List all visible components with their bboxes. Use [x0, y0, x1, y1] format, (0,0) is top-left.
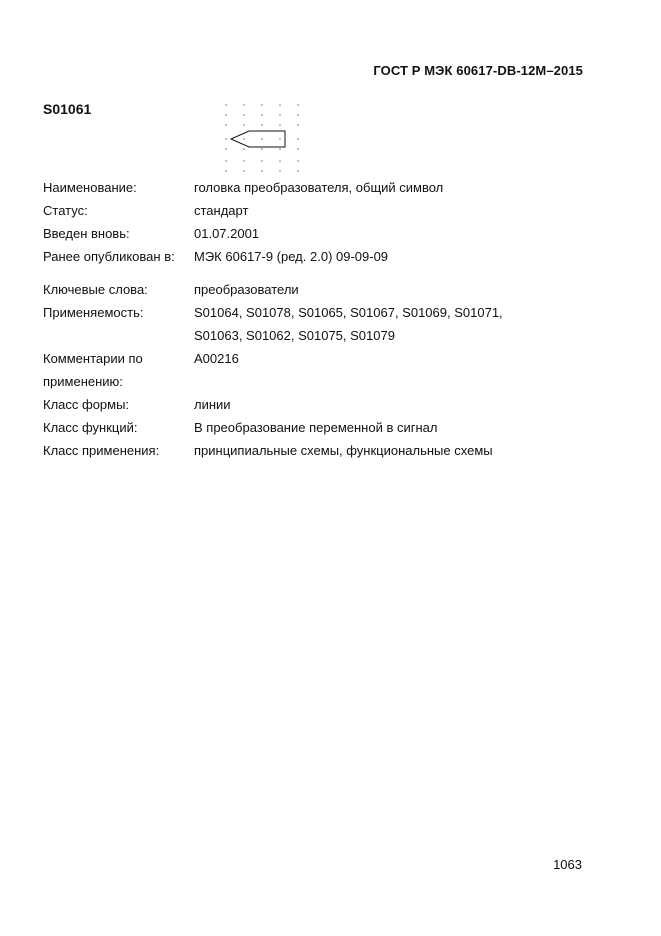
- value-comments: A00216: [194, 351, 239, 366]
- value-keywords: преобразователи: [194, 282, 299, 297]
- value-applicability-line1: S01064, S01078, S01065, S01067, S01069, S01071,: [194, 305, 503, 320]
- label-keywords: Ключевые слова:: [43, 282, 148, 297]
- value-published: МЭК 60617-9 (ред. 2.0) 09-09-09: [194, 249, 389, 264]
- label-published: Ранее опубликован в:: [43, 249, 175, 264]
- label-comments-cont: применению:: [43, 374, 123, 389]
- document-header: ГОСТ Р МЭК 60617-DB-12M–2015: [373, 63, 583, 78]
- symbol-code: S01061: [43, 101, 92, 117]
- label-form-class: Класс формы:: [43, 397, 130, 412]
- value-introduced: 01.07.2001: [194, 226, 260, 241]
- transducer-head-icon: [222, 101, 302, 173]
- label-app-class: Класс применения:: [43, 443, 160, 458]
- value-function-class: В преобразование переменной в сигнал: [194, 420, 438, 435]
- label-comments: Комментарии по: [43, 351, 143, 366]
- value-applicability-line2: S01063, S01062, S01075, S01079: [194, 328, 395, 343]
- value-form-class: линии: [194, 397, 231, 412]
- label-status: Статус:: [43, 203, 88, 218]
- label-applicability: Применяемость:: [43, 305, 144, 320]
- page-number: 1063: [553, 857, 582, 872]
- value-app-class: принципиальные схемы, функциональные схемы: [194, 443, 493, 458]
- value-status: стандарт: [194, 203, 249, 218]
- value-name: головка преобразователя, общий символ: [194, 180, 444, 195]
- grid-dots: [225, 104, 299, 172]
- label-name: Наименование:: [43, 180, 137, 195]
- transducer-head-outline: [231, 131, 285, 147]
- label-introduced: Введен вновь:: [43, 226, 130, 241]
- label-function-class: Класс функций:: [43, 420, 138, 435]
